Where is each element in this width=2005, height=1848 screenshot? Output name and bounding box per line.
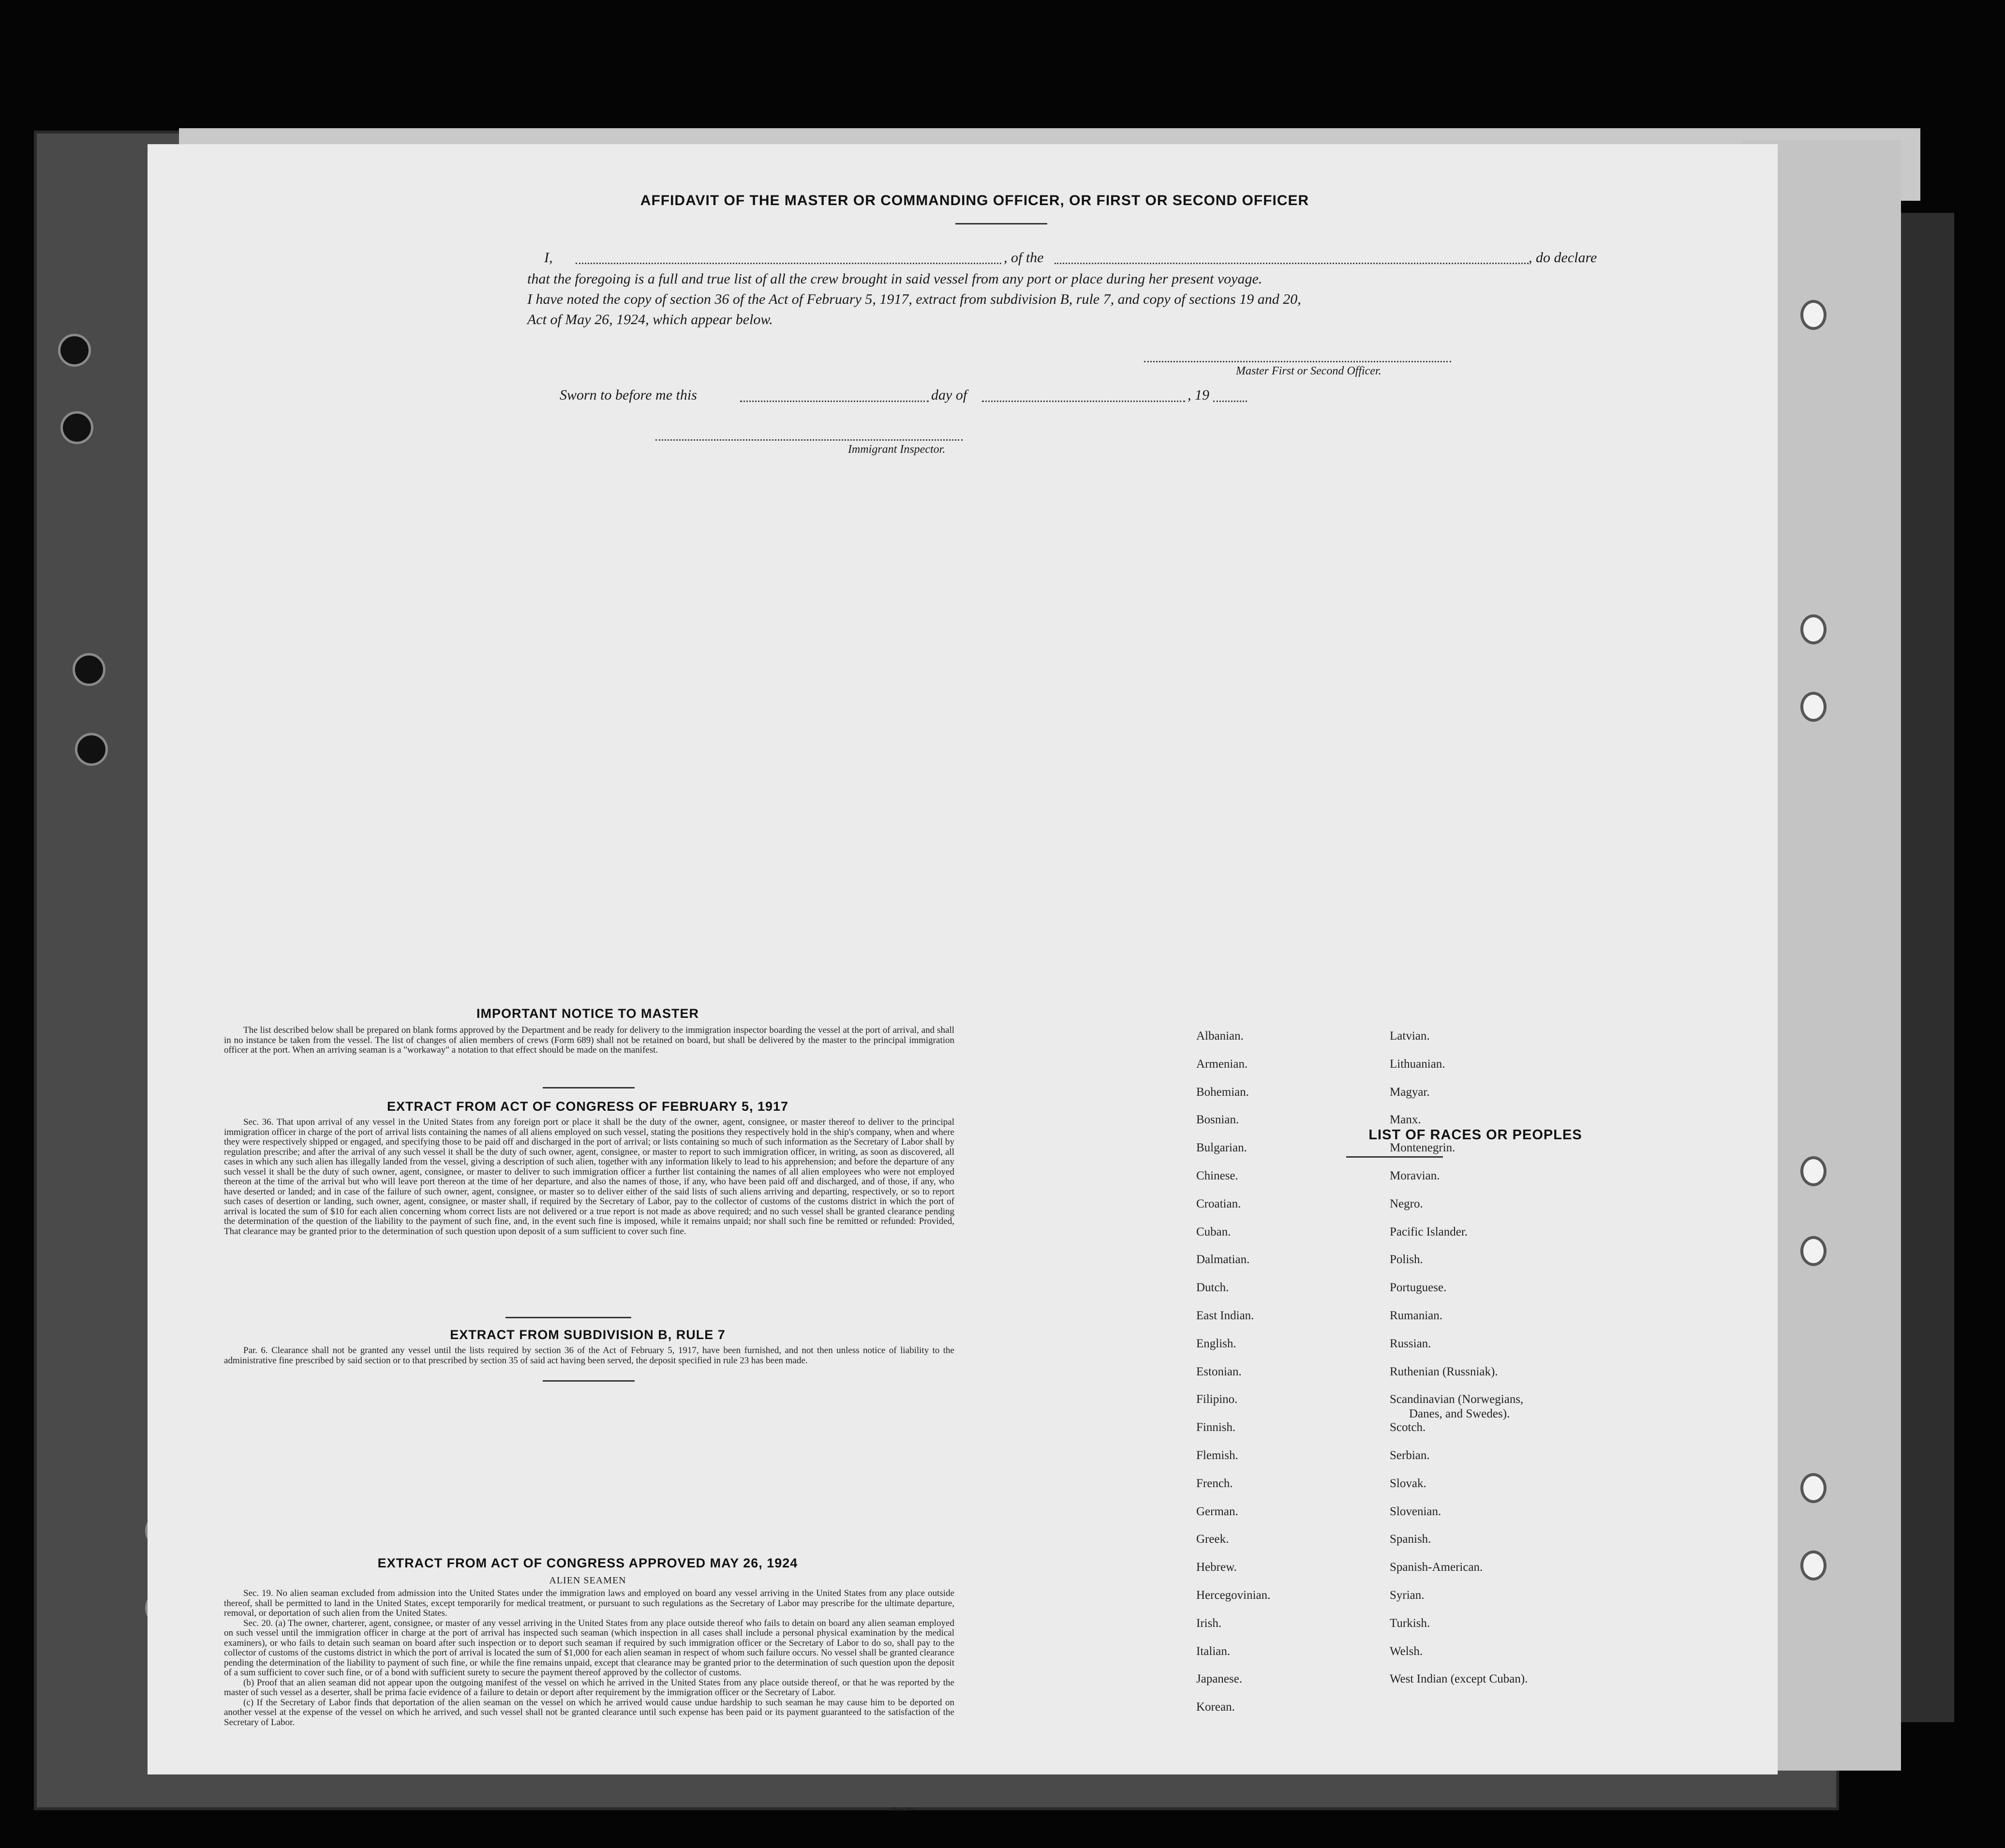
extract-1924-text xyxy=(224,1589,954,1728)
punch-ring xyxy=(1800,300,1827,330)
subdivision-text xyxy=(224,1346,954,1366)
race-item: Chinese. xyxy=(1196,1169,1238,1182)
race-item: Slovak. xyxy=(1390,1476,1426,1490)
section-19-paragraph: Sec. 19. No alien seaman excluded from admission into the United States under the immigration laws and employed on board any vessel arriving in the United States from any place outside thereof, shall be permitted to land in the United States, except temporarily for medical treatment, or pursuant to such regulations as the Secretary of Labor may prescribe for the ultimate departure, removal, or deportation of such alien from the United States. xyxy=(224,1588,954,1618)
extract-1924-title: EXTRACT FROM ACT OF CONGRESS APPROVED MAY 26, 1924 xyxy=(377,1556,798,1570)
document-page xyxy=(148,144,1778,1812)
race-item: Spanish. xyxy=(1390,1533,1431,1546)
race-item: Ruthenian (Russniak). xyxy=(1390,1365,1498,1378)
year-text: , 19 xyxy=(1188,387,1209,403)
officer-label: Master First or Second Officer. xyxy=(1236,365,1381,377)
notice-rule xyxy=(543,1087,635,1088)
binder-hole xyxy=(60,411,93,444)
race-item: Croatian. xyxy=(1196,1197,1241,1210)
title-rule xyxy=(955,223,1047,224)
alien-seamen-subtitle: ALIEN SEAMEN xyxy=(549,1575,626,1586)
race-item: Polish. xyxy=(1390,1253,1423,1267)
affidavit-line-3: I have noted the copy of section 36 of the Act of February 5, 1917, extract from subdivision B, rule 7, and copy of sections 19 and 20, xyxy=(527,291,1301,307)
race-item: Greek. xyxy=(1196,1533,1229,1546)
notice-text xyxy=(224,1026,954,1056)
notice-title: IMPORTANT NOTICE TO MASTER xyxy=(476,1006,699,1021)
race-item: Hercegovinian. xyxy=(1196,1589,1271,1602)
race-item: Latvian. xyxy=(1390,1029,1430,1043)
race-item: Magyar. xyxy=(1390,1085,1430,1099)
race-item: Filipino. xyxy=(1196,1393,1238,1406)
race-item: West Indian (except Cuban). xyxy=(1390,1672,1528,1686)
day-of-text: day of xyxy=(931,387,967,403)
sworn-day-blank xyxy=(740,401,929,402)
race-item: Turkish. xyxy=(1390,1616,1430,1630)
race-item: Bohemian. xyxy=(1196,1085,1249,1099)
race-item: Bosnian. xyxy=(1196,1113,1239,1127)
section-20a-paragraph: Sec. 20. (a) The owner, charterer, agent, consignee, or master of any vessel arriving in the United States from any place outside thereof who fails to detain on board any alien seaman employed on such vessel until the immigration officer in charge at the port of arrival has inspected such seaman (which inspection in all cases shall include a personal physical examination by the medical examiners), or who fails to detain such seaman on board after such inspection or to deport such seaman if required by such immigration officer or the Secretary of Labor to do so, shall pay to the collector of customs of the customs district in which the port of arrival is located the sum of $1,000 for each alien seaman in respect of whom such failure occurs. No vessel shall be granted clearance pending the determination of the liability to payment of such fine, or while the fine remains unpaid, except that clearance may be granted prior to the determination of such question upon the deposit of a sum sufficient to cover such fine, or of a bond with sufficient surety to secure the payment thereof approved by the collector of customs. xyxy=(224,1618,954,1678)
race-item: Korean. xyxy=(1196,1700,1235,1714)
vessel-blank xyxy=(1054,263,1529,264)
race-item: Rumanian. xyxy=(1390,1309,1443,1322)
binder-hole xyxy=(58,334,91,367)
rule-7-paragraph: Par. 6. Clearance shall not be granted any vessel until the lists required by section 36 of the Act of February 5, 1917, have been furnished, and not then unless notice of liability to the administrative fine prescribed by said section or to that prescribed by section 35 of said act having been served, the deposit specified in rule 23 has been made. xyxy=(224,1345,954,1366)
binding-strip xyxy=(1901,213,1954,1722)
race-item: Slovenian. xyxy=(1390,1505,1441,1518)
race-item: Armenian. xyxy=(1196,1057,1248,1071)
race-item: Montenegrin. xyxy=(1390,1141,1455,1155)
race-item: Spanish-American. xyxy=(1390,1561,1483,1574)
section-20c-paragraph: (c) If the Secretary of Labor finds that deportation of the alien seaman on the vessel on which he arrived would cause undue hardship to such seaman he may cause him to be deported on another vessel at the expense of the vessel on which he arrived, and such vessel shall not be granted clearance until such expense has been paid or its payment guaranteed to the satisfaction of the Secretary of Labor. xyxy=(224,1697,954,1728)
race-item: French. xyxy=(1196,1476,1233,1490)
race-item: German. xyxy=(1196,1505,1238,1518)
inspector-signature-line xyxy=(655,439,963,441)
extract-1917-rule xyxy=(505,1317,631,1318)
race-item: Cuban. xyxy=(1196,1225,1231,1238)
race-item: Lithuanian. xyxy=(1390,1057,1445,1071)
race-item: Italian. xyxy=(1196,1644,1231,1658)
race-item: Dutch. xyxy=(1196,1281,1229,1295)
race-item: Welsh. xyxy=(1390,1644,1423,1658)
binder-hole xyxy=(73,653,105,686)
race-item: Flemish. xyxy=(1196,1449,1238,1462)
extract-1917-text xyxy=(224,1118,954,1237)
affidavit-title: AFFIDAVIT OF THE MASTER OR COMMANDING OFFICER, OR FIRST OR SECOND OFFICER xyxy=(640,193,1309,209)
punch-ring xyxy=(1800,692,1827,722)
affidavit-of-the: , of the xyxy=(1004,250,1044,266)
race-item: English. xyxy=(1196,1337,1236,1350)
subdivision-title: EXTRACT FROM SUBDIVISION B, RULE 7 xyxy=(450,1327,726,1342)
affidavit-i: I, xyxy=(544,250,553,266)
binder-hole xyxy=(75,733,108,766)
races-rule xyxy=(1346,1156,1443,1158)
race-item: Portuguese. xyxy=(1390,1281,1447,1295)
punch-ring xyxy=(1800,1156,1827,1186)
form-number: 16—1240 xyxy=(890,1805,913,1812)
affidavit-line-2: that the foregoing is a full and true list of all the crew brought in said vessel from any port or place during her present voyage. xyxy=(527,271,1262,287)
race-item: Manx. xyxy=(1390,1113,1421,1127)
subdivision-rule xyxy=(543,1380,635,1382)
punch-ring xyxy=(1800,614,1827,644)
race-item: Scandinavian (Norwegians, xyxy=(1390,1393,1524,1406)
name-blank xyxy=(576,263,1001,264)
race-item: East Indian. xyxy=(1196,1309,1254,1322)
race-item: Irish. xyxy=(1196,1616,1222,1630)
race-item: Finnish. xyxy=(1196,1421,1236,1434)
race-item: Syrian. xyxy=(1390,1589,1425,1602)
race-item: Hebrew. xyxy=(1196,1561,1237,1574)
race-item: Danes, and Swedes). xyxy=(1409,1407,1510,1421)
race-item: Albanian. xyxy=(1196,1029,1244,1043)
sworn-text: Sworn to before me this xyxy=(560,387,697,403)
affidavit-line-4: Act of May 26, 1924, which appear below. xyxy=(527,312,773,328)
race-item: Moravian. xyxy=(1390,1169,1440,1182)
section-20b-paragraph: (b) Proof that an alien seaman did not appear upon the outgoing manifest of the vessel on which he arrived in the United States from any place outside thereof, or that he was reported by the master of such vessel as a deserter, shall be prima facie evidence of a failure to detain or deport after requirement by the immigration officer or the Secretary of Labor. xyxy=(224,1677,954,1698)
race-item: Negro. xyxy=(1390,1197,1423,1210)
officer-signature-line xyxy=(1144,361,1451,362)
race-item: Pacific Islander. xyxy=(1390,1225,1468,1238)
race-item: Scotch. xyxy=(1390,1421,1426,1434)
month-blank xyxy=(982,401,1185,402)
punch-ring xyxy=(1800,1473,1827,1503)
race-item: Dalmatian. xyxy=(1196,1253,1250,1267)
section-36-paragraph: Sec. 36. That upon arrival of any vessel in the United States from any foreign port or place it shall be the duty of the owner, agent, consignee, or master thereof to deliver to the principal immigration officer in charge of the port of arrival lists containing the names of all aliens employed on such vessel, stating the positions they respectively hold in the ship's company, when and where they were respectively shipped or engaged, and specifying those to be paid off and discharged in the port of arrival; or lists containing so much of such information as the Secretary of Labor shall by regulation prescribe; and after the arrival of any such vessel it shall be the duty of such owner, agent, consignee, or master to report to such immigration officer, in writing, as soon as discovered, all cases in which any such alien has illegally landed from the vessel, giving a description of such alien, together with any information likely to lead to his apprehension; and before the departure of any such vessel it shall be the duty of such owner, agent, consignee, or master to deliver to such immigration officer a further list containing the names of all alien employees who were not employed thereon at the time of the arrival but who will leave port thereon at the time of her departure, and also the names of those, if any, who have been paid off and discharged, and of those, if any, who have deserted or landed; and in case of the failure of such owner, agent, consignee, or master so to deliver either of the said lists of such aliens arriving and departing, respectively, or so to report such cases of desertion or landing, such owner, agent, consignee, or master shall, if required by the Secretary of Labor, pay to the collector of customs of the customs district in which the port of arrival is located the sum of $10 for each alien concerning whom correct lists are not delivered or a true report is not made as above required; and no such vessel shall be granted clearance pending the determination of the question of the liability to the payment of such fine, and, in the event such fine is imposed, while it remains unpaid; nor shall such fine be remitted or refunded: Provided, That clearance may be granted prior to the determination of such question upon deposit of a sum sufficient to cover such fine. xyxy=(224,1117,954,1237)
punch-ring xyxy=(1800,1236,1827,1266)
punch-ring xyxy=(1800,1550,1827,1580)
races-title: LIST OF RACES OR PEOPLES xyxy=(1368,1127,1582,1143)
race-item: Russian. xyxy=(1390,1337,1431,1350)
extract-1917-title: EXTRACT FROM ACT OF CONGRESS OF FEBRUARY 5, 1917 xyxy=(386,1099,789,1114)
notice-paragraph: The list described below shall be prepared on blank forms approved by the Department and be ready for delivery to the immigration inspector boarding the vessel at the port of arrival, and shall in no instance be taken from the vessel. The list of changes of alien members of crews (Form 689) shall not be retained on board, but shall be delivered by the master to the principal immigration officer at the port. When an arriving seaman is a "workaway" a notation to that effect should be made on the manifest. xyxy=(224,1025,954,1055)
inspector-label: Immigrant Inspector. xyxy=(848,443,946,456)
year-blank xyxy=(1213,401,1247,402)
race-item: Estonian. xyxy=(1196,1365,1242,1378)
race-item: Serbian. xyxy=(1390,1449,1430,1462)
race-item: Bulgarian. xyxy=(1196,1141,1247,1155)
affidavit-do-declare: , do declare xyxy=(1529,250,1597,266)
race-item: Japanese. xyxy=(1196,1672,1243,1686)
